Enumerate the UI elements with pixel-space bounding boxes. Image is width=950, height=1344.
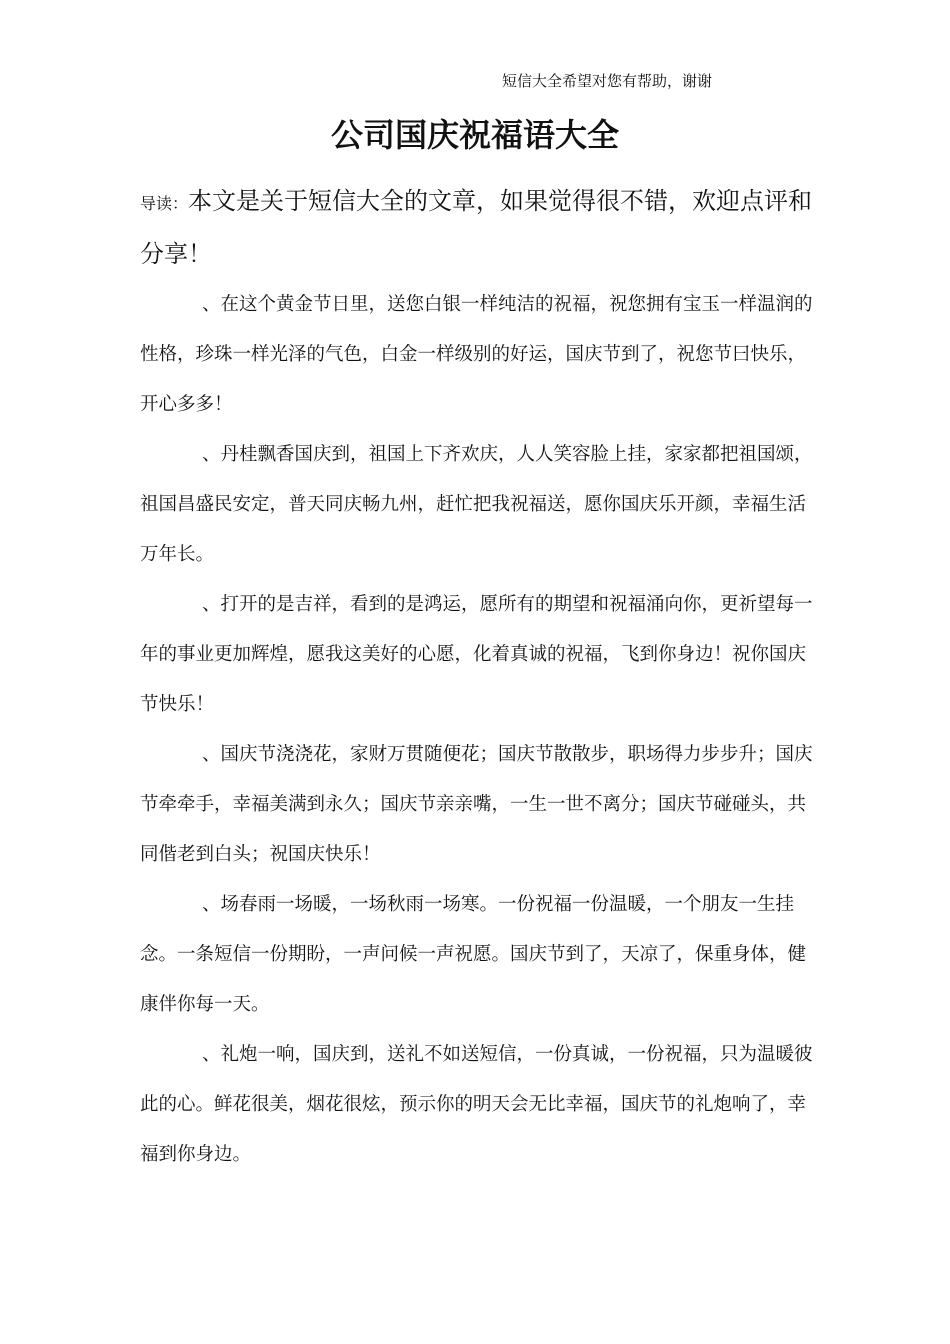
greeting-paragraph: 、场春雨一场暖，一场秋雨一场寒。一份祝福一份温暖，一个朋友一生挂念。一条短信一份期盼，一声问候一声祝愿。国庆节到了，天凉了，保重身体，健康伴你每一天。	[140, 894, 807, 1015]
header-note: 短信大全希望对您有帮助，谢谢	[502, 72, 713, 90]
greeting-paragraph: 、礼炮一响，国庆到，送礼不如送短信，一份真诚，一份祝福，只为温暖彼此的心。鲜花很美，烟花很炫，预示你的明天会无比幸福，国庆节的礼炮响了，幸福到你身边。	[140, 1044, 813, 1165]
intro-label: 导读：	[140, 194, 189, 213]
document-title: 公司国庆祝福语大全	[330, 116, 619, 154]
greeting-paragraph: 、打开的是吉祥，看到的是鸿运，愿所有的期望和祝福涌向你，更祈望每一年的事业更加辉煌，愿我这美好的心愿，化着真诚的祝福，飞到你身边！祝你国庆节快乐！	[140, 594, 813, 715]
body-paragraphs	[140, 280, 820, 1180]
greeting-paragraph: 、国庆节浇浇花，家财万贯随便花；国庆节散散步，职场得力步步升；国庆节牵牵手，幸福美满到永久；国庆节亲亲嘴，一生一世不离分；国庆节碰碰头，共同偕老到白头；祝国庆快乐！	[140, 744, 813, 865]
intro-text: 本文是关于短信大全的文章，如果觉得很不错，欢迎点评和分享！	[140, 187, 813, 268]
greeting-paragraph: 、丹桂飘香国庆到，祖国上下齐欢庆，人人笑容脸上挂，家家都把祖国颂，祖国昌盛民安定，普天同庆畅九州，赶忙把我祝福送，愿你国庆乐开颜，幸福生活万年长。	[140, 444, 813, 565]
greeting-paragraph: 、在这个黄金节日里，送您白银一样纯洁的祝福，祝您拥有宝玉一样温润的性格，珍珠一样光泽的气色，白金一样级别的好运，国庆节到了，祝您节曰快乐，开心多多！	[140, 294, 813, 415]
intro-paragraph	[140, 176, 820, 282]
